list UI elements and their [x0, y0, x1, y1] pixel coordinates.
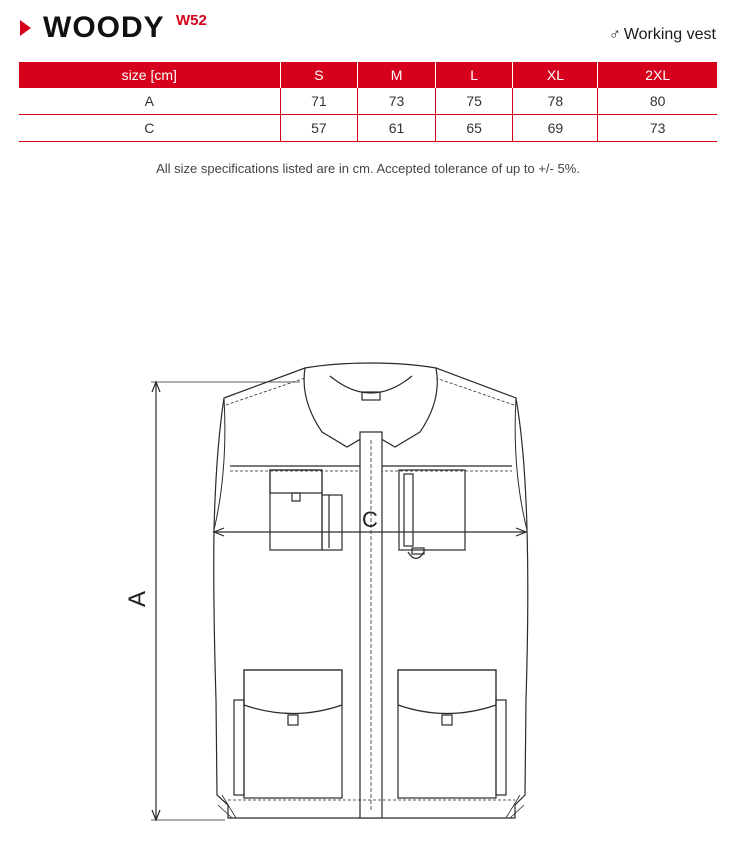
table-cell: 65: [435, 115, 513, 142]
right-lower-pocket: [398, 670, 506, 798]
header: [0, 0, 736, 60]
row-label: C: [19, 115, 280, 142]
red-triangle-icon: [20, 20, 31, 36]
size-column-header: 2XL: [598, 62, 717, 88]
table-cell: 80: [598, 88, 717, 115]
size-column-header: size [cm]: [19, 62, 280, 88]
size-table: [19, 62, 717, 142]
table-row: [19, 88, 717, 115]
size-column-header: S: [280, 62, 358, 88]
vest-diagram: [120, 360, 540, 830]
dimension-label-c: C: [362, 507, 378, 532]
table-cell: 69: [513, 115, 598, 142]
dimension-line-a: [151, 382, 300, 820]
product-category: [609, 26, 716, 44]
table-cell: 75: [435, 88, 513, 115]
tolerance-note: All size specifications listed are in cm. Accepted tolerance of up to +/- 5%.: [156, 161, 580, 176]
left-lower-pocket: [234, 670, 342, 798]
size-table-header: [19, 62, 717, 88]
table-row: [19, 115, 717, 142]
table-cell: 73: [598, 115, 717, 142]
table-cell: 73: [358, 88, 436, 115]
dimension-label-a: A: [124, 590, 151, 608]
left-chest-pocket: [270, 470, 342, 550]
table-cell: 61: [358, 115, 436, 142]
row-label: A: [19, 88, 280, 115]
right-chest-pocket: [399, 470, 465, 559]
size-column-header: L: [435, 62, 513, 88]
table-cell: 71: [280, 88, 358, 115]
center-placket: [360, 432, 382, 818]
size-column-header: XL: [513, 62, 598, 88]
product-code: W52: [176, 12, 207, 29]
product-name: WOODY: [43, 11, 165, 44]
category-label: Working vest: [623, 26, 716, 43]
table-cell: 57: [280, 115, 358, 142]
size-column-header: M: [358, 62, 436, 88]
table-cell: 78: [513, 88, 598, 115]
male-symbol-icon: ♂: [608, 26, 621, 43]
